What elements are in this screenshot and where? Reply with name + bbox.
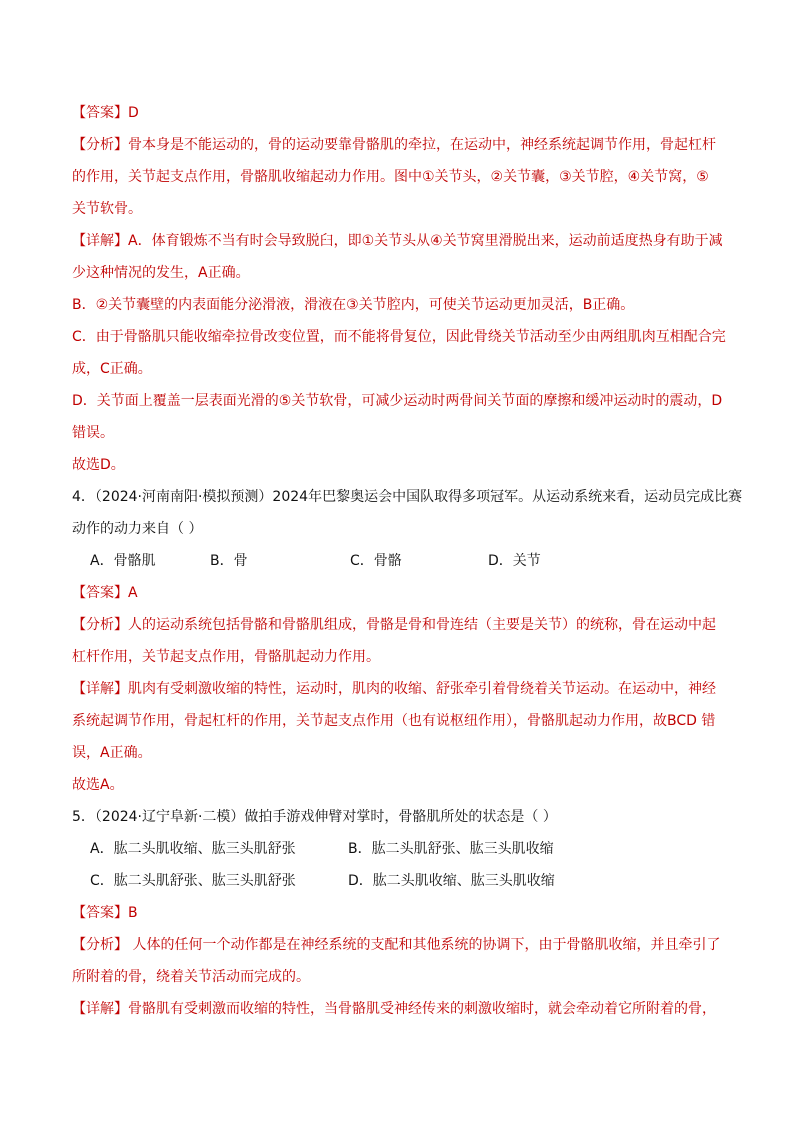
q3-detail-line: 成，C正确。 — [72, 361, 152, 377]
q3-detail-text: A．体育锻炼不当有时会导致脱臼，即①关节头从④关节窝里滑脱出来，运动前适度热身有助于减 — [128, 233, 723, 249]
q5-option-c: C．肱二头肌舒张、肱三头肌舒张 — [90, 873, 296, 889]
q4-option-b: B．骨 — [210, 553, 248, 569]
q3-detail-line: 错误。 — [72, 425, 114, 441]
document-content — [72, 97, 743, 1025]
q3-detail-line: B．②关节囊壁的内表面能分泌滑液，滑液在③关节腔内，可使关节运动更加灵活，B正确。 — [72, 297, 635, 313]
q3-analysis-line — [72, 129, 732, 161]
q4-option-c: C．骨骼 — [350, 553, 402, 569]
q5-options-row — [72, 833, 732, 865]
answer-tag: 【答案】 — [72, 585, 128, 601]
q3-detail-line: D．关节面上覆盖一层表面光滑的⑤关节软骨，可减少运动时两骨间关节面的摩擦和缓冲运动时的震动，D — [72, 393, 723, 409]
q3-detail-line: 少这种情况的发生，A正确。 — [72, 265, 250, 281]
analysis-tag: 【分析】 — [72, 617, 128, 633]
q3-answer-line — [72, 97, 732, 129]
detail-tag: 【详解】 — [72, 681, 128, 697]
q4-option-d: D．关节 — [488, 553, 541, 569]
q5-analysis-line: 所附着的骨，绕着关节活动而完成的。 — [72, 969, 310, 985]
q4-conclusion: 故选A。 — [72, 777, 124, 793]
q4-detail-text: 肌肉有受刺激收缩的特性，运动时，肌肉的收缩、舒张牵引着骨绕着关节运动。在运动中，神经 — [128, 681, 716, 697]
q4-option-a: A．骨骼肌 — [90, 553, 156, 569]
q4-answer: A — [128, 585, 138, 601]
q3-detail-line — [72, 225, 732, 257]
q4-analysis-text: 人的运动系统包括骨骼和骨骼肌组成，骨骼是骨和骨连结（主要是关节）的统称，骨在运动中起 — [128, 617, 716, 633]
q5-detail-line — [72, 993, 732, 1025]
q5-analysis-text: 人体的任何一个动作都是在神经系统的支配和其他系统的协调下，由于骨骼肌收缩，并且牵引了 — [128, 937, 721, 953]
q5-option-b: B．肱二头肌舒张、肱三头肌收缩 — [348, 841, 554, 857]
answer-tag: 【答案】 — [72, 105, 128, 121]
q5-answer-line — [72, 897, 732, 929]
q5-option-d: D．肱二头肌收缩、肱三头肌收缩 — [348, 873, 555, 889]
q5-options-row — [72, 865, 732, 897]
q5-stem-line: 5．（2024·辽宁阜新·二模）做拍手游戏伸臂对掌时，骨骼肌所处的状态是（ ） — [72, 809, 557, 825]
q4-options — [72, 545, 732, 577]
analysis-tag: 【分析】 — [72, 937, 128, 953]
analysis-tag: 【分析】 — [72, 137, 128, 153]
q4-analysis-line: 杠杆作用，关节起支点作用，骨骼肌起动力作用。 — [72, 649, 380, 665]
answer-tag: 【答案】 — [72, 905, 128, 921]
detail-tag: 【详解】 — [72, 233, 128, 249]
q4-answer-line — [72, 577, 732, 609]
q5-option-a: A．肱二头肌收缩、肱三头肌舒张 — [90, 841, 296, 857]
q4-analysis-line — [72, 609, 732, 641]
q4-stem-line: 4．（2024·河南南阳·模拟预测）2024年巴黎奥运会中国队取得多项冠军。从运动系统来看，运动员完成比赛 — [72, 489, 743, 505]
q5-analysis-line — [72, 929, 732, 961]
q3-detail-line: C．由于骨骼肌只能收缩牵拉骨改变位置，而不能将骨复位，因此骨绕关节活动至少由两组肌肉互相配合完 — [72, 329, 726, 345]
q4-stem-line: 动作的动力来自（ ） — [72, 521, 203, 537]
q4-detail-line: 误，A正确。 — [72, 745, 152, 761]
q3-conclusion: 故选D。 — [72, 457, 125, 473]
q3-analysis-line: 的作用，关节起支点作用，骨骼肌收缩起动力作用。图中①关节头，②关节囊，③关节腔，④关节窝，⑤ — [72, 169, 709, 185]
detail-tag: 【详解】 — [72, 1001, 128, 1017]
q4-detail-line — [72, 673, 732, 705]
q3-analysis-line: 关节软骨。 — [72, 201, 142, 217]
q3-answer: D — [128, 105, 139, 121]
q5-detail-text: 骨骼肌有受刺激而收缩的特性，当骨骼肌受神经传来的刺激收缩时，就会牵动着它所附着的骨， — [128, 1001, 716, 1017]
q4-detail-line: 系统起调节作用，骨起杠杆的作用，关节起支点作用（也有说枢纽作用），骨骼肌起动力作用，故BCD 错 — [72, 713, 716, 729]
q5-answer: B — [128, 905, 138, 921]
q3-analysis-text: 骨本身是不能运动的，骨的运动要靠骨骼肌的牵拉，在运动中，神经系统起调节作用，骨起杠杆 — [128, 137, 716, 153]
